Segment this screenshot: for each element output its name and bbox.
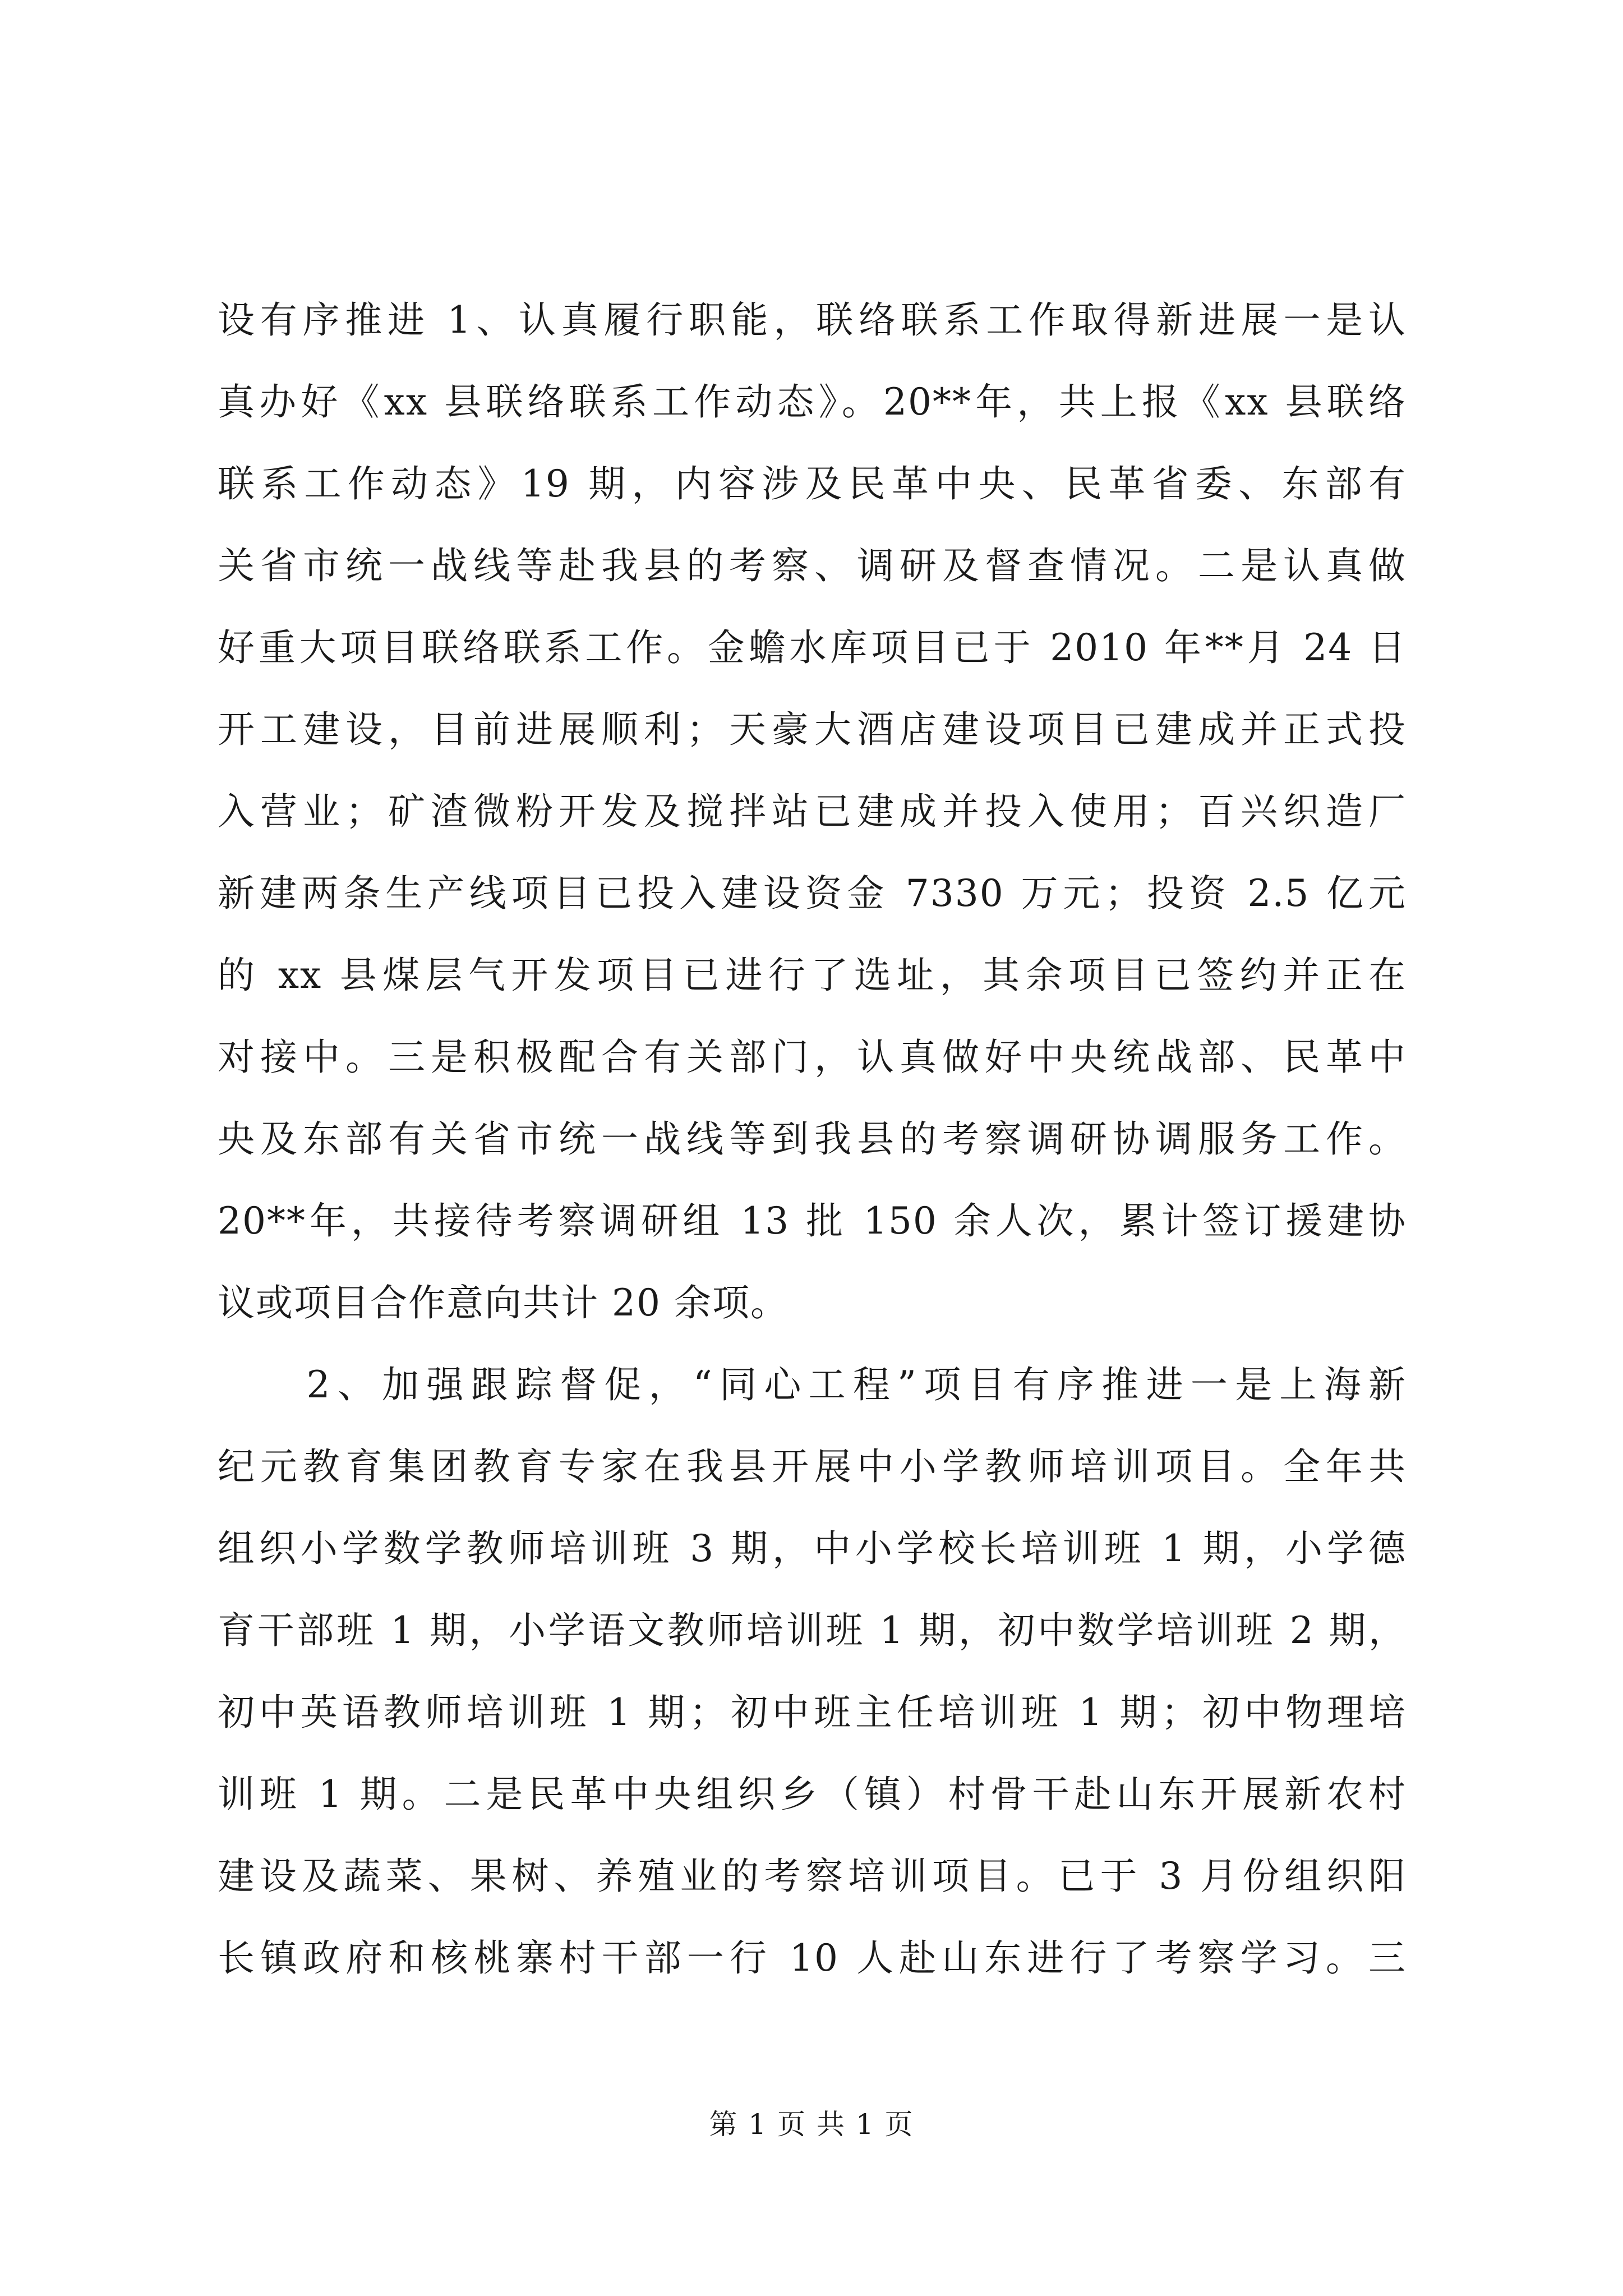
text-line: 建设及蔬菜、果树、养殖业的考察培训项目。已于 3 月份组织阳	[218, 1855, 1407, 1898]
text-line: 育干部班 1 期，小学语文教师培训班 1 期，初中数学培训班 2 期，	[218, 1609, 1407, 1652]
text-line: 入营业；矿渣微粉开发及搅拌站已建成并投入使用；百兴织造厂	[218, 790, 1407, 833]
text-line: 关省市统一战线等赴我县的考察、调研及督查情况。二是认真做	[218, 544, 1407, 587]
text-line: 新建两条生产线项目已投入建设资金 7330 万元；投资 2.5 亿元	[218, 872, 1407, 915]
text-line: 组织小学数学教师培训班 3 期，中小学校长培训班 1 期，小学德	[218, 1527, 1407, 1570]
text-line: 议或项目合作意向共计 20 余项。	[218, 1281, 789, 1324]
text-line: 的 xx 县煤层气开发项目已进行了选址，其余项目已签约并正在	[218, 954, 1407, 997]
text-line: 长镇政府和核桃寨村干部一行 10 人赴山东进行了考察学习。三	[218, 1936, 1407, 1980]
text-line: 20**年，共接待考察调研组 13 批 150 余人次，累计签订援建协	[218, 1199, 1407, 1243]
text-line: 2、加强跟踪督促，“同心工程”项目有序推进一是上海新	[218, 1363, 1407, 1406]
text-line: 对接中。三是积极配合有关部门，认真做好中央统战部、民革中	[218, 1036, 1407, 1079]
text-line: 纪元教育集团教育专家在我县开展中小学教师培训项目。全年共	[218, 1445, 1407, 1488]
document-body	[218, 279, 1407, 1999]
text-line: 开工建设，目前进展顺利；天豪大酒店建设项目已建成并正式投	[218, 708, 1407, 751]
text-line: 联系工作动态》19 期，内容涉及民革中央、民革省委、东部有	[218, 462, 1407, 505]
text-line: 真办好《xx 县联络联系工作动态》。20**年，共上报《xx 县联络	[218, 380, 1407, 424]
text-line: 设有序推进 1、认真履行职能，联络联系工作取得新进展一是认	[218, 298, 1407, 342]
text-line: 训班 1 期。二是民革中央组织乡（镇）村骨干赴山东开展新农村	[218, 1773, 1407, 1816]
text-line: 好重大项目联络联系工作。金蟾水库项目已于 2010 年**月 24 日	[218, 626, 1407, 669]
text-line: 央及东部有关省市统一战线等到我县的考察调研协调服务工作。	[218, 1117, 1407, 1161]
text-line: 初中英语教师培训班 1 期；初中班主任培训班 1 期；初中物理培	[218, 1691, 1407, 1734]
page-footer: 第 1 页 共 1 页	[709, 2108, 914, 2141]
